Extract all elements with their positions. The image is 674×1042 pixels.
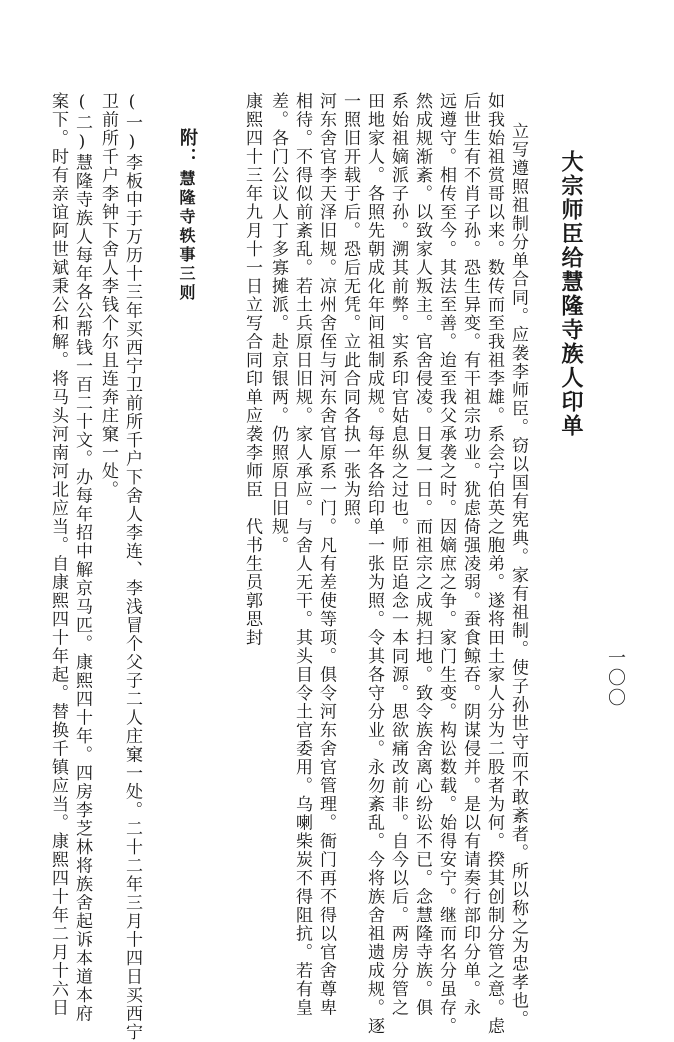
body-column: 然成规渐紊。以致家人叛主。官舍侵凌。日复一日。而祖宗之成规扫地。致令族舍离心纷讼不已。念慧隆寺族。俱 xyxy=(412,92,432,1017)
signature-line: 康熙四十三年九月十一日立写合同印单应袭李师臣 代书生员郭思封 xyxy=(242,92,262,647)
body-column: 如我始祖赏哥以来。数传而至我祖李雄。系会宁伯英之胞弟。遂将田土家人分为二股者为何。揆其创制分管之意。虑 xyxy=(484,92,504,1036)
appendix-column: 卫前所千户李钟下舍人李钱个尔且连奔庄窠一处。 xyxy=(98,92,118,499)
body-column: 河东舍官李天泽旧规。凉州舍侄与河东舍官原系一门。凡有差使等项。俱令河东舍官管理。衙门再不得以官舍尊卑 xyxy=(316,92,336,1017)
body-column: 系始祖嫡派子孙。溯其前弊。实系印官姑息纵之过也。师臣追念一本同源。思欲痛改前非。自今以后。两房分管之 xyxy=(388,92,408,1017)
page-number: 一〇〇 xyxy=(605,648,626,708)
page-title: 大宗师臣给慧隆寺族人印单 xyxy=(558,150,584,438)
appendix-column: 案下。时有亲谊阿世斌秉公和解。将马头河南河北应当。自康熙四十年起。替换千镇应当。康熙四十年二月十六日 xyxy=(48,92,68,1017)
body-column: 远遵守。相传至今。其法至善。迨至我父承袭之时。因嫡庶之争。家门生变。构讼数载。始得安宁。继而名分虽存。 xyxy=(436,92,456,1036)
appendix-column: (一)李板中于万历十三年买西宁卫前所千户下舍人李连、李浅冒个父子二人庄窠一处。二十二年三月十四日买西宁 xyxy=(122,92,142,1042)
body-column: 一照旧开载于后。恐后无凭。立此合同各执一张为照。 xyxy=(340,92,360,536)
body-column: 相待。不得似前紊乱。若土兵原日旧规。家人承应。与舍人无干。其头目令土官委用。乌喇柴炭不得阻抗。若有皇 xyxy=(292,92,312,1017)
body-column: 立写遵照祖制分单合同。应袭李师臣。窃以国有宪典。家有祖制。使子孙世守而不敢紊者。所以称之为忠孝也。 xyxy=(508,122,528,1029)
body-column: 差。各门公议人丁多寡摊派。赴京银两。仍照原日旧规。 xyxy=(268,92,288,555)
appendix-subheading: 慧隆寺轶事三则 xyxy=(177,170,196,303)
body-column: 田地家人。各照先朝成化年间祖制成规。每年各给印单一张为照。令其各守分业。永勿紊乱。今将族舍祖遗成规。逐 xyxy=(364,92,384,1036)
appendix-heading: 附： xyxy=(177,128,198,167)
appendix-column: (二)慧隆寺族人每年各公帮钱一百二十文。办每年招中解京马匹。康熙四十年。四房李芝林将族舍起诉本道本府 xyxy=(72,92,92,1023)
body-column: 后世生有不肖子孙。恐生异变。有干祖宗功业。犹虑倚强凌弱。蚕食鲸吞。阴谋侵并。是以有请奏行部印分单。永 xyxy=(460,92,480,1017)
